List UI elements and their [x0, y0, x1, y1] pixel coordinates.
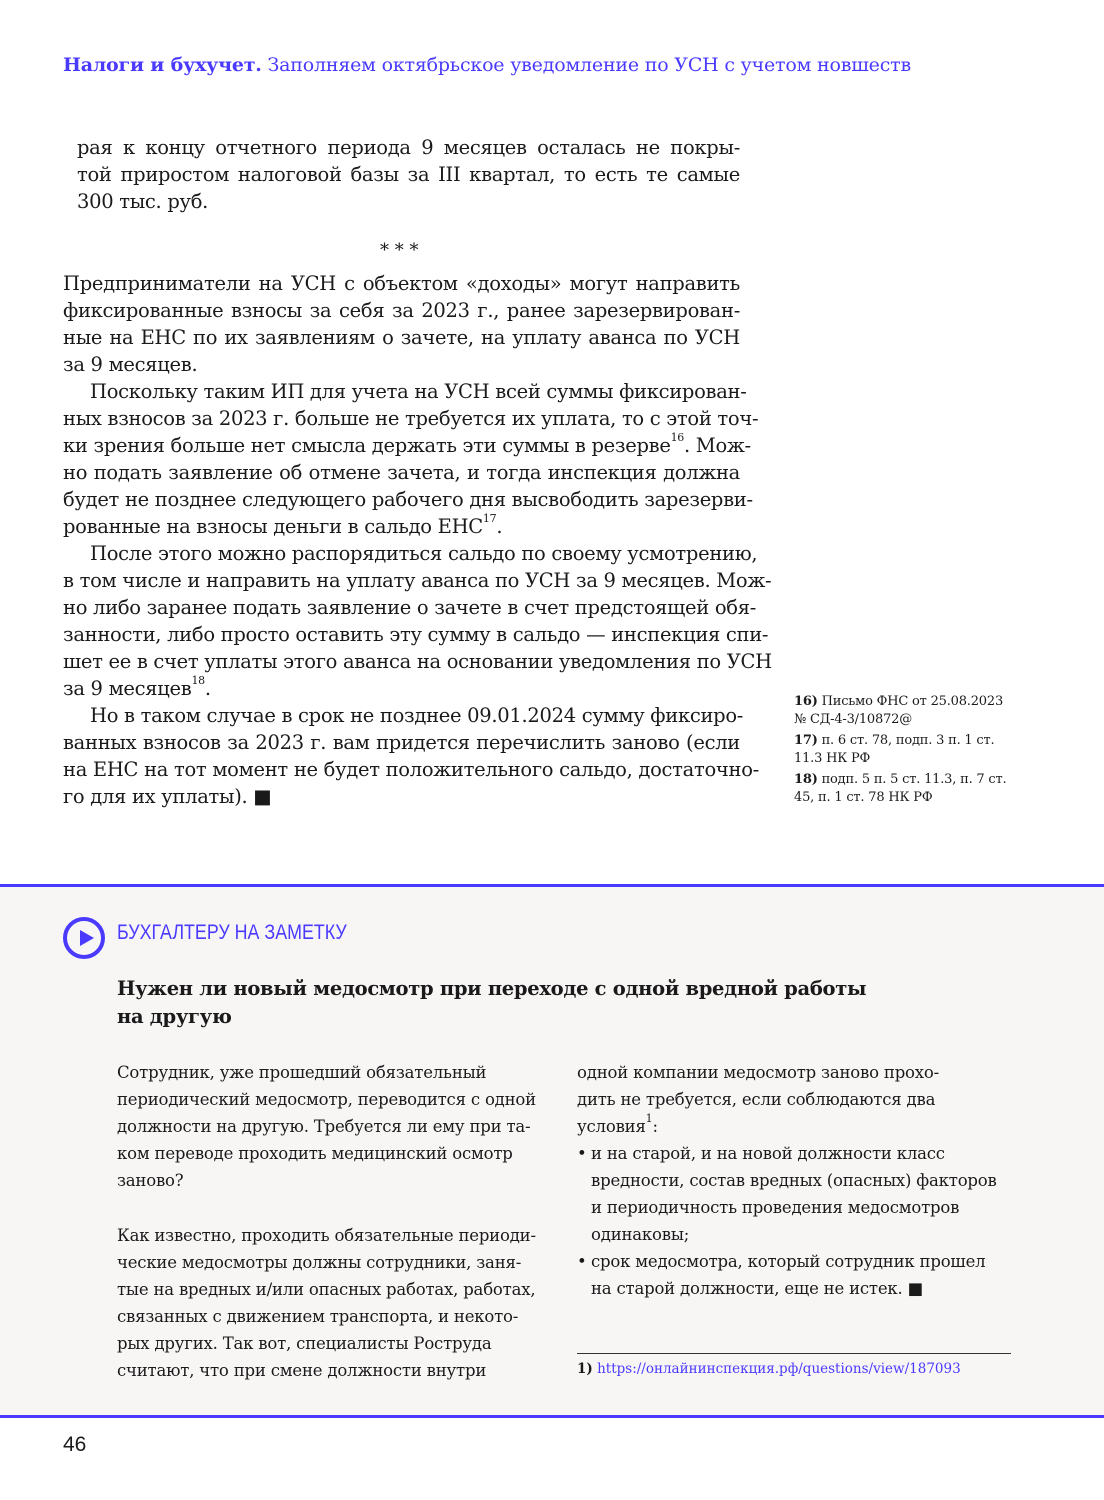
play-circle-icon: [63, 917, 105, 959]
page-number: 46: [63, 1433, 87, 1456]
header-title: Заполняем октябрьское уведомление по УСН с учетом новшеств: [267, 54, 911, 76]
footnote-divider: [577, 1353, 1011, 1354]
footnote-text: подп. 5 п. 5 ст. 11.3, п. 7 ст. 45, п. 1 ст. 78 НК РФ: [794, 772, 1007, 805]
text-line: на ЕНС на тот момент не будет положительного сальдо, достаточно-: [63, 758, 759, 781]
header-section: Налоги и бухучет.: [63, 54, 262, 76]
text-line: [577, 1113, 1011, 1140]
title-line: на другую: [117, 1005, 232, 1028]
text-line: но подать заявление об отмене зачета, и тогда инспекция должна: [63, 461, 740, 484]
text-line: заново?: [117, 1171, 184, 1190]
footnote-ref[interactable]: 16: [670, 431, 684, 444]
text-line: После этого можно распорядиться сальдо по своему усмотрению,: [90, 542, 758, 565]
text-line: [63, 431, 751, 459]
text: условия: [577, 1117, 646, 1136]
box-left-column: [117, 1059, 549, 1384]
text-line: Сотрудник, уже прошедший обязательный: [117, 1063, 487, 1082]
text-line: [63, 513, 740, 540]
text-line: периодический медосмотр, переводится с одной: [117, 1090, 536, 1109]
section-separator: * * *: [380, 240, 419, 261]
text-line: но либо заранее подать заявление о зачете в счет предстоящей обя-: [63, 596, 757, 619]
text: :: [652, 1117, 658, 1136]
text-line: Предприниматели на УСН с объектом «доходы» могут направить: [63, 272, 740, 295]
text-line: той приростом налоговой базы за III квартал, то есть те самые: [77, 163, 740, 186]
text-line: Как известно, проходить обязательные периоди-: [117, 1226, 536, 1245]
text-line: одной компании медосмотр заново прохо-: [577, 1063, 939, 1082]
text-line: и периодичность проведения медосмотров: [591, 1198, 960, 1217]
text-line: • срок медосмотра, который сотрудник прошел: [591, 1252, 986, 1271]
text-line: одинаковы;: [591, 1225, 690, 1244]
text-line: на старой должности, еще не истек. ■: [591, 1279, 924, 1298]
text-line: ные на ЕНС по их заявлениям о зачете, на уплату аванса по УСН: [63, 326, 740, 349]
text-line: занности, либо просто оставить эту сумму в сальдо — инспекция спи-: [63, 623, 769, 646]
text-line: ческие медосмотры должны сотрудники, заня-: [117, 1253, 522, 1272]
footnote-17: [794, 732, 1014, 768]
footnote-num: 16): [794, 694, 818, 709]
text-line: • и на старой, и на новой должности класс: [591, 1144, 945, 1163]
text-line: Но в таком случае в срок не позднее 09.01.2024 сумму фиксиро-: [90, 704, 744, 727]
text: . Мож-: [683, 434, 751, 457]
text-line: рая к концу отчетного периода 9 месяцев осталась не покры-: [77, 136, 740, 159]
text-line: за 9 месяцев.: [63, 353, 198, 376]
text: .: [204, 677, 211, 700]
text-line: го для их уплаты). ■: [63, 785, 272, 808]
box-footnote: [577, 1361, 961, 1377]
footnote-text: п. 6 ст. 78, подп. 3 п. 1 ст. 11.3 НК РФ: [794, 733, 995, 766]
footnote-link[interactable]: https://онлайнинспекция.рф/questions/view/187093: [597, 1361, 961, 1377]
text-line: ванных взносов за 2023 г. вам придется перечислить заново (если: [63, 731, 740, 754]
note-box: [0, 884, 1104, 1418]
footnote-text: Письмо ФНС от 25.08.2023 № СД-4-3/10872@: [794, 694, 1004, 727]
footnote-num: 1): [577, 1361, 593, 1377]
text-line: дить не требуется, если соблюдаются два: [577, 1090, 936, 1109]
footnote-16: [794, 693, 1014, 729]
text-line: фиксированные взносы за себя за 2023 г., ранее зарезервирован-: [63, 299, 740, 322]
text: ки зрения больше нет смысла держать эти суммы в резерве: [63, 434, 671, 457]
text: рованные на взносы деньги в сальдо ЕНС: [63, 515, 483, 538]
text: за 9 месяцев: [63, 677, 192, 700]
text-line: тые на вредных и/или опасных работах, работах,: [117, 1280, 536, 1299]
text-line: рых других. Так вот, специалисты Роструда: [117, 1334, 492, 1353]
bullet-item: [577, 1140, 1011, 1248]
footnote-18: [794, 771, 1014, 807]
article-body: [63, 270, 772, 810]
paragraph-continued: [77, 134, 740, 215]
bullet-item: [577, 1248, 1011, 1302]
text-line: шет ее в счет уплаты этого аванса на основании уведомления по УСН: [63, 650, 772, 673]
footnotes: [794, 693, 1014, 810]
box-rubric: БУХГАЛТЕРУ НА ЗАМЕТКУ: [117, 921, 347, 944]
text-line: в том числе и направить на уплату аванса по УСН за 9 месяцев. Мож-: [63, 569, 772, 592]
text-line: вредности, состав вредных (опасных) факторов: [591, 1171, 997, 1190]
text-line: [63, 675, 740, 702]
box-right-column: [577, 1059, 1011, 1302]
text-line: 300 тыс. руб.: [77, 190, 209, 213]
text-line: ком переводе проходить медицинский осмотр: [117, 1144, 513, 1163]
text: .: [496, 515, 503, 538]
text-line: должности на другую. Требуется ли ему при та-: [117, 1117, 531, 1136]
box-title: [117, 975, 866, 1031]
text-line: считают, что при смене должности внутри: [117, 1361, 487, 1380]
running-header: [63, 54, 911, 76]
text-line: связанных с движением транспорта, и некото-: [117, 1307, 519, 1326]
footnote-ref[interactable]: 1: [645, 1112, 653, 1125]
title-line: Нужен ли новый медосмотр при переходе с одной вредной работы: [117, 977, 867, 1000]
text-line: Поскольку таким ИП для учета на УСН всей суммы фиксирован-: [90, 380, 747, 403]
text-line: будет не позднее следующего рабочего дня высвободить зарезерви-: [63, 488, 753, 511]
footnote-num: 18): [794, 772, 818, 787]
footnote-ref[interactable]: 17: [482, 512, 497, 525]
footnote-num: 17): [794, 733, 818, 748]
footnote-ref[interactable]: 18: [191, 674, 205, 687]
text-line: ных взносов за 2023 г. больше не требуется их уплата, то с этой точ-: [63, 407, 759, 430]
